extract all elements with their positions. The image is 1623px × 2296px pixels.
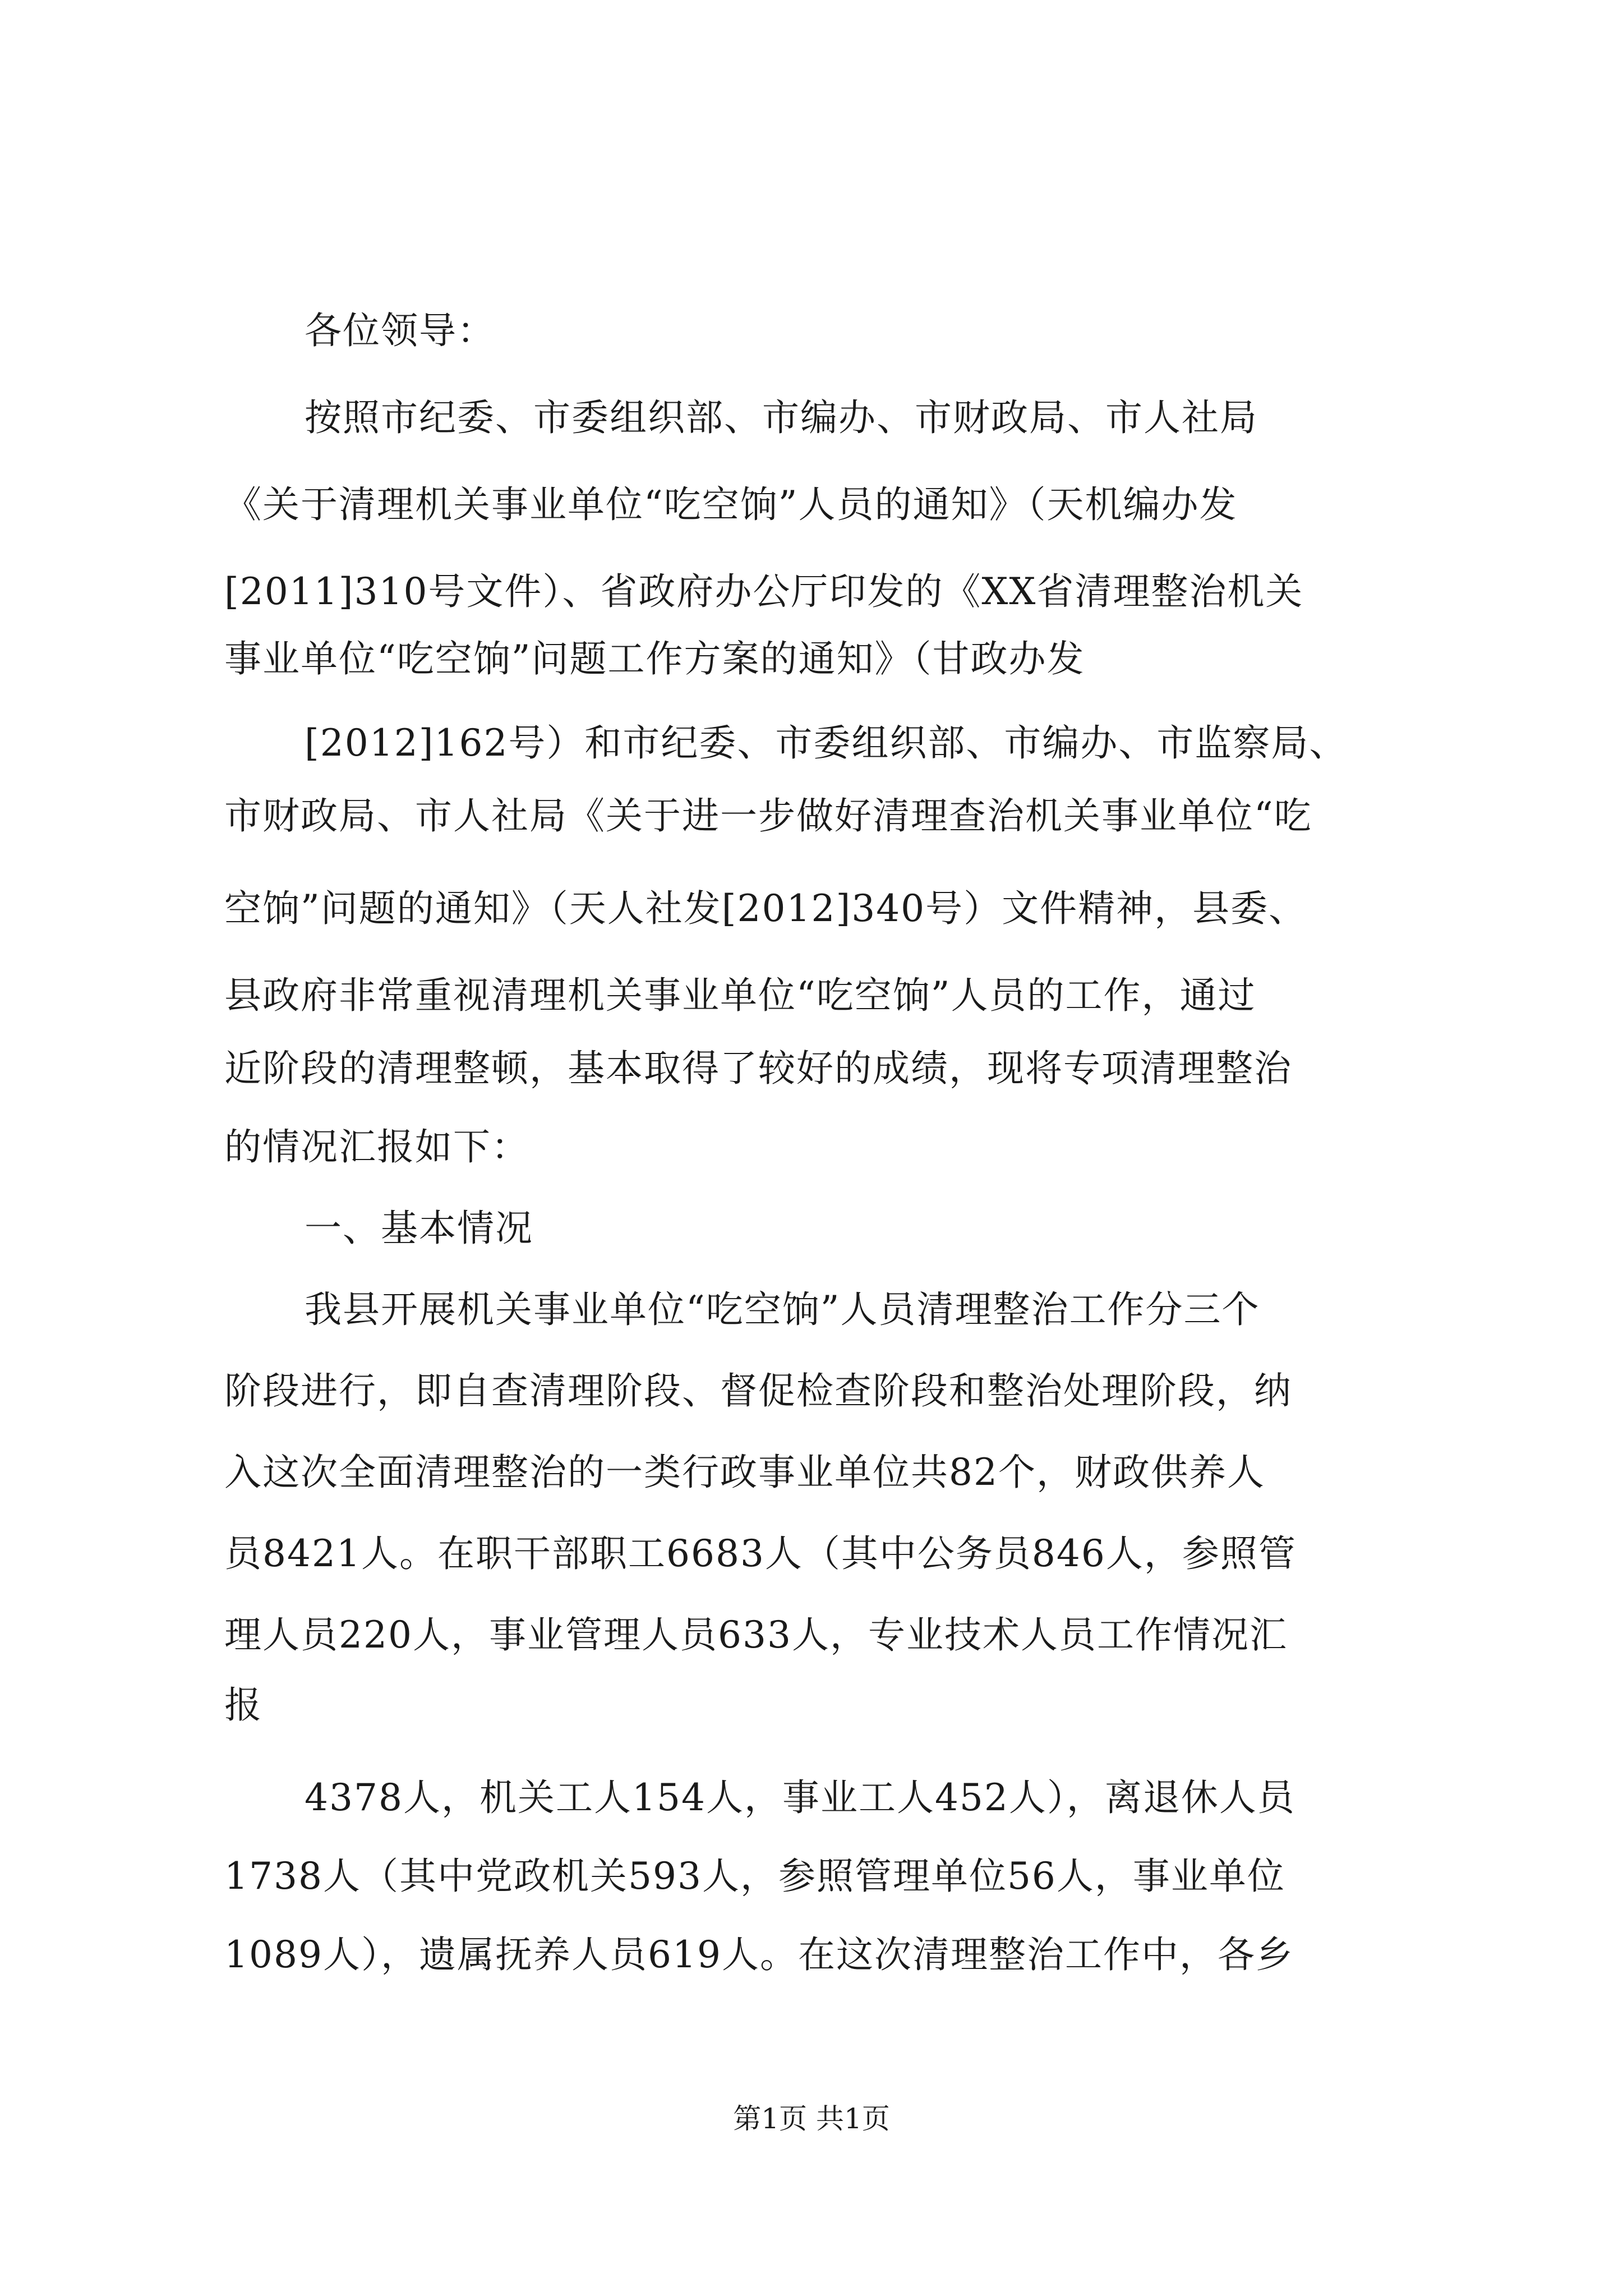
- body-line-8: 县政府非常重视清理机关事业单位“吃空饷”人员的工作，通过: [224, 974, 1256, 1017]
- body-line-19: 1738人（其中党政机关593人，参照管理单位56人，事业单位: [224, 1855, 1285, 1898]
- body-line-2: 《关于清理机关事业单位“吃空饷”人员的通知》（天机编办发: [224, 483, 1238, 526]
- body-line-18: 4378人，机关工人154人，事业工人452人），离退休人员: [305, 1776, 1295, 1819]
- page-number-footer: 第1页 共1页: [733, 2102, 890, 2135]
- body-line-12: 我县开展机关事业单位“吃空饷”人员清理整治工作分三个: [305, 1288, 1260, 1331]
- body-line-9: 近阶段的清理整顿，基本取得了较好的成绩，现将专项清理整治: [224, 1047, 1292, 1090]
- body-line-6: 市财政局、市人社局《关于进一步做好清理查治机关事业单位“吃: [224, 794, 1312, 838]
- body-line-16: 理人员220人，事业管理人员633人，专业技术人员工作情况汇: [224, 1613, 1288, 1657]
- body-line-15: 员8421人。在职干部职工6683人（其中公务员846人，参照管: [224, 1532, 1297, 1575]
- body-line-5: [2012]162号）和市纪委、市委组织部、市编办、市监察局、: [305, 721, 1348, 765]
- body-line-14: 入这次全面清理整治的一类行政事业单位共82个，财政供养人: [224, 1451, 1265, 1494]
- body-line-7: 空饷”问题的通知》（天人社发[2012]340号）文件精神，县委、: [224, 887, 1307, 930]
- body-line-20: 1089人），遗属抚养人员619人。在这次清理整治工作中，各乡: [224, 1933, 1294, 1976]
- body-line-1: 按照市纪委、市委组织部、市编办、市财政局、市人社局: [305, 396, 1258, 439]
- body-line-17: 报: [224, 1683, 262, 1727]
- body-line-13: 阶段进行，即自查清理阶段、督促检查阶段和整治处理阶段，纳: [224, 1369, 1292, 1412]
- body-line-10: 的情况汇报如下：: [224, 1125, 529, 1168]
- salutation: 各位领导：: [305, 309, 495, 352]
- section-heading-1: 一、基本情况: [305, 1207, 533, 1250]
- body-line-4: 事业单位“吃空饷”问题工作方案的通知》（甘政办发: [224, 637, 1085, 680]
- body-line-3: [2011]310号文件）、省政府办公厅印发的《XX省清理整治机关: [224, 570, 1304, 613]
